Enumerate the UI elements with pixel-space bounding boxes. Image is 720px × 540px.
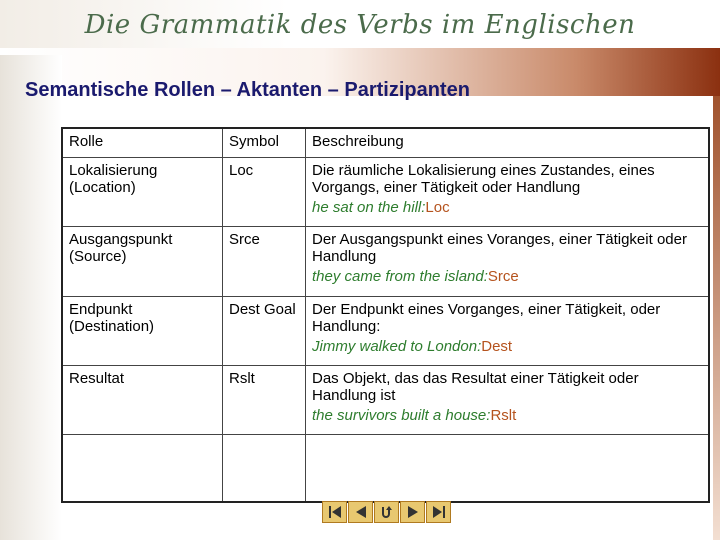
description-text: Der Endpunkt eines Vorganges, einer Tätigkeit, oder Handlung: — [312, 300, 661, 335]
return-button[interactable] — [374, 501, 399, 523]
previous-slide-icon — [353, 505, 369, 519]
role-cell: Ausgangspunkt (Source) — [62, 227, 223, 296]
example-abbr: Srce — [487, 268, 519, 286]
empty-cell — [62, 435, 223, 503]
table-row — [62, 365, 709, 434]
description-cell — [306, 296, 710, 365]
empty-table-row — [62, 435, 709, 503]
example-text: they came from the island: — [312, 268, 488, 286]
description-text: Der Ausgangspunkt eines Voranges, einer Tätigkeit oder Handlung — [312, 231, 687, 266]
role-cell: Endpunkt (Destination) — [62, 296, 223, 365]
example — [312, 407, 702, 424]
left-shadow — [0, 55, 62, 540]
table-row — [62, 158, 709, 227]
example-abbr: Rslt — [490, 406, 517, 424]
first-slide-icon — [327, 505, 343, 519]
next-slide-icon — [405, 505, 421, 519]
column-header-description: Beschreibung — [306, 128, 710, 158]
slide-navigation — [322, 501, 451, 523]
column-header-symbol: Symbol — [223, 128, 306, 158]
table-row — [62, 227, 709, 296]
example-abbr: Loc — [425, 199, 450, 216]
description-text: Das Objekt, das das Resultat einer Tätigkeit oder Handlung ist — [312, 369, 639, 404]
last-slide-icon — [431, 505, 447, 519]
right-accent-bar — [713, 96, 720, 540]
table-row — [62, 296, 709, 365]
description-cell — [306, 365, 710, 434]
example — [312, 338, 702, 355]
example — [312, 268, 702, 285]
description-cell — [306, 158, 710, 227]
symbol-cell: Srce — [223, 227, 306, 296]
presentation-title: Die Grammatik des Verbs im Englischen — [84, 10, 636, 40]
role-cell: Resultat — [62, 365, 223, 434]
role-cell: Lokalisierung (Location) — [62, 158, 223, 227]
return-icon — [379, 505, 395, 519]
first-slide-button[interactable] — [322, 501, 347, 523]
example-text: Jimmy walked to London: — [312, 337, 482, 355]
empty-cell — [306, 435, 710, 503]
example-text: the survivors built a house: — [312, 406, 491, 424]
description-text: Die räumliche Lokalisierung eines Zustandes, eines Vorgangs, einer Tätigkeit oder Handlung — [312, 162, 655, 196]
slide-heading: Semantische Rollen – Aktanten – Partizipanten — [25, 79, 470, 101]
symbol-cell: Rslt — [223, 365, 306, 434]
example-abbr: Dest — [481, 337, 513, 355]
previous-slide-button[interactable] — [348, 501, 373, 523]
example — [312, 199, 702, 216]
last-slide-button[interactable] — [426, 501, 451, 523]
symbol-cell: Loc — [223, 158, 306, 227]
table-header-row — [62, 128, 709, 158]
empty-cell — [223, 435, 306, 503]
example-text: he sat on the hill: — [312, 199, 426, 216]
column-header-role: Rolle — [62, 128, 223, 158]
roles-table — [61, 127, 710, 503]
next-slide-button[interactable] — [400, 501, 425, 523]
symbol-cell: Dest Goal — [223, 296, 306, 365]
description-cell — [306, 227, 710, 296]
